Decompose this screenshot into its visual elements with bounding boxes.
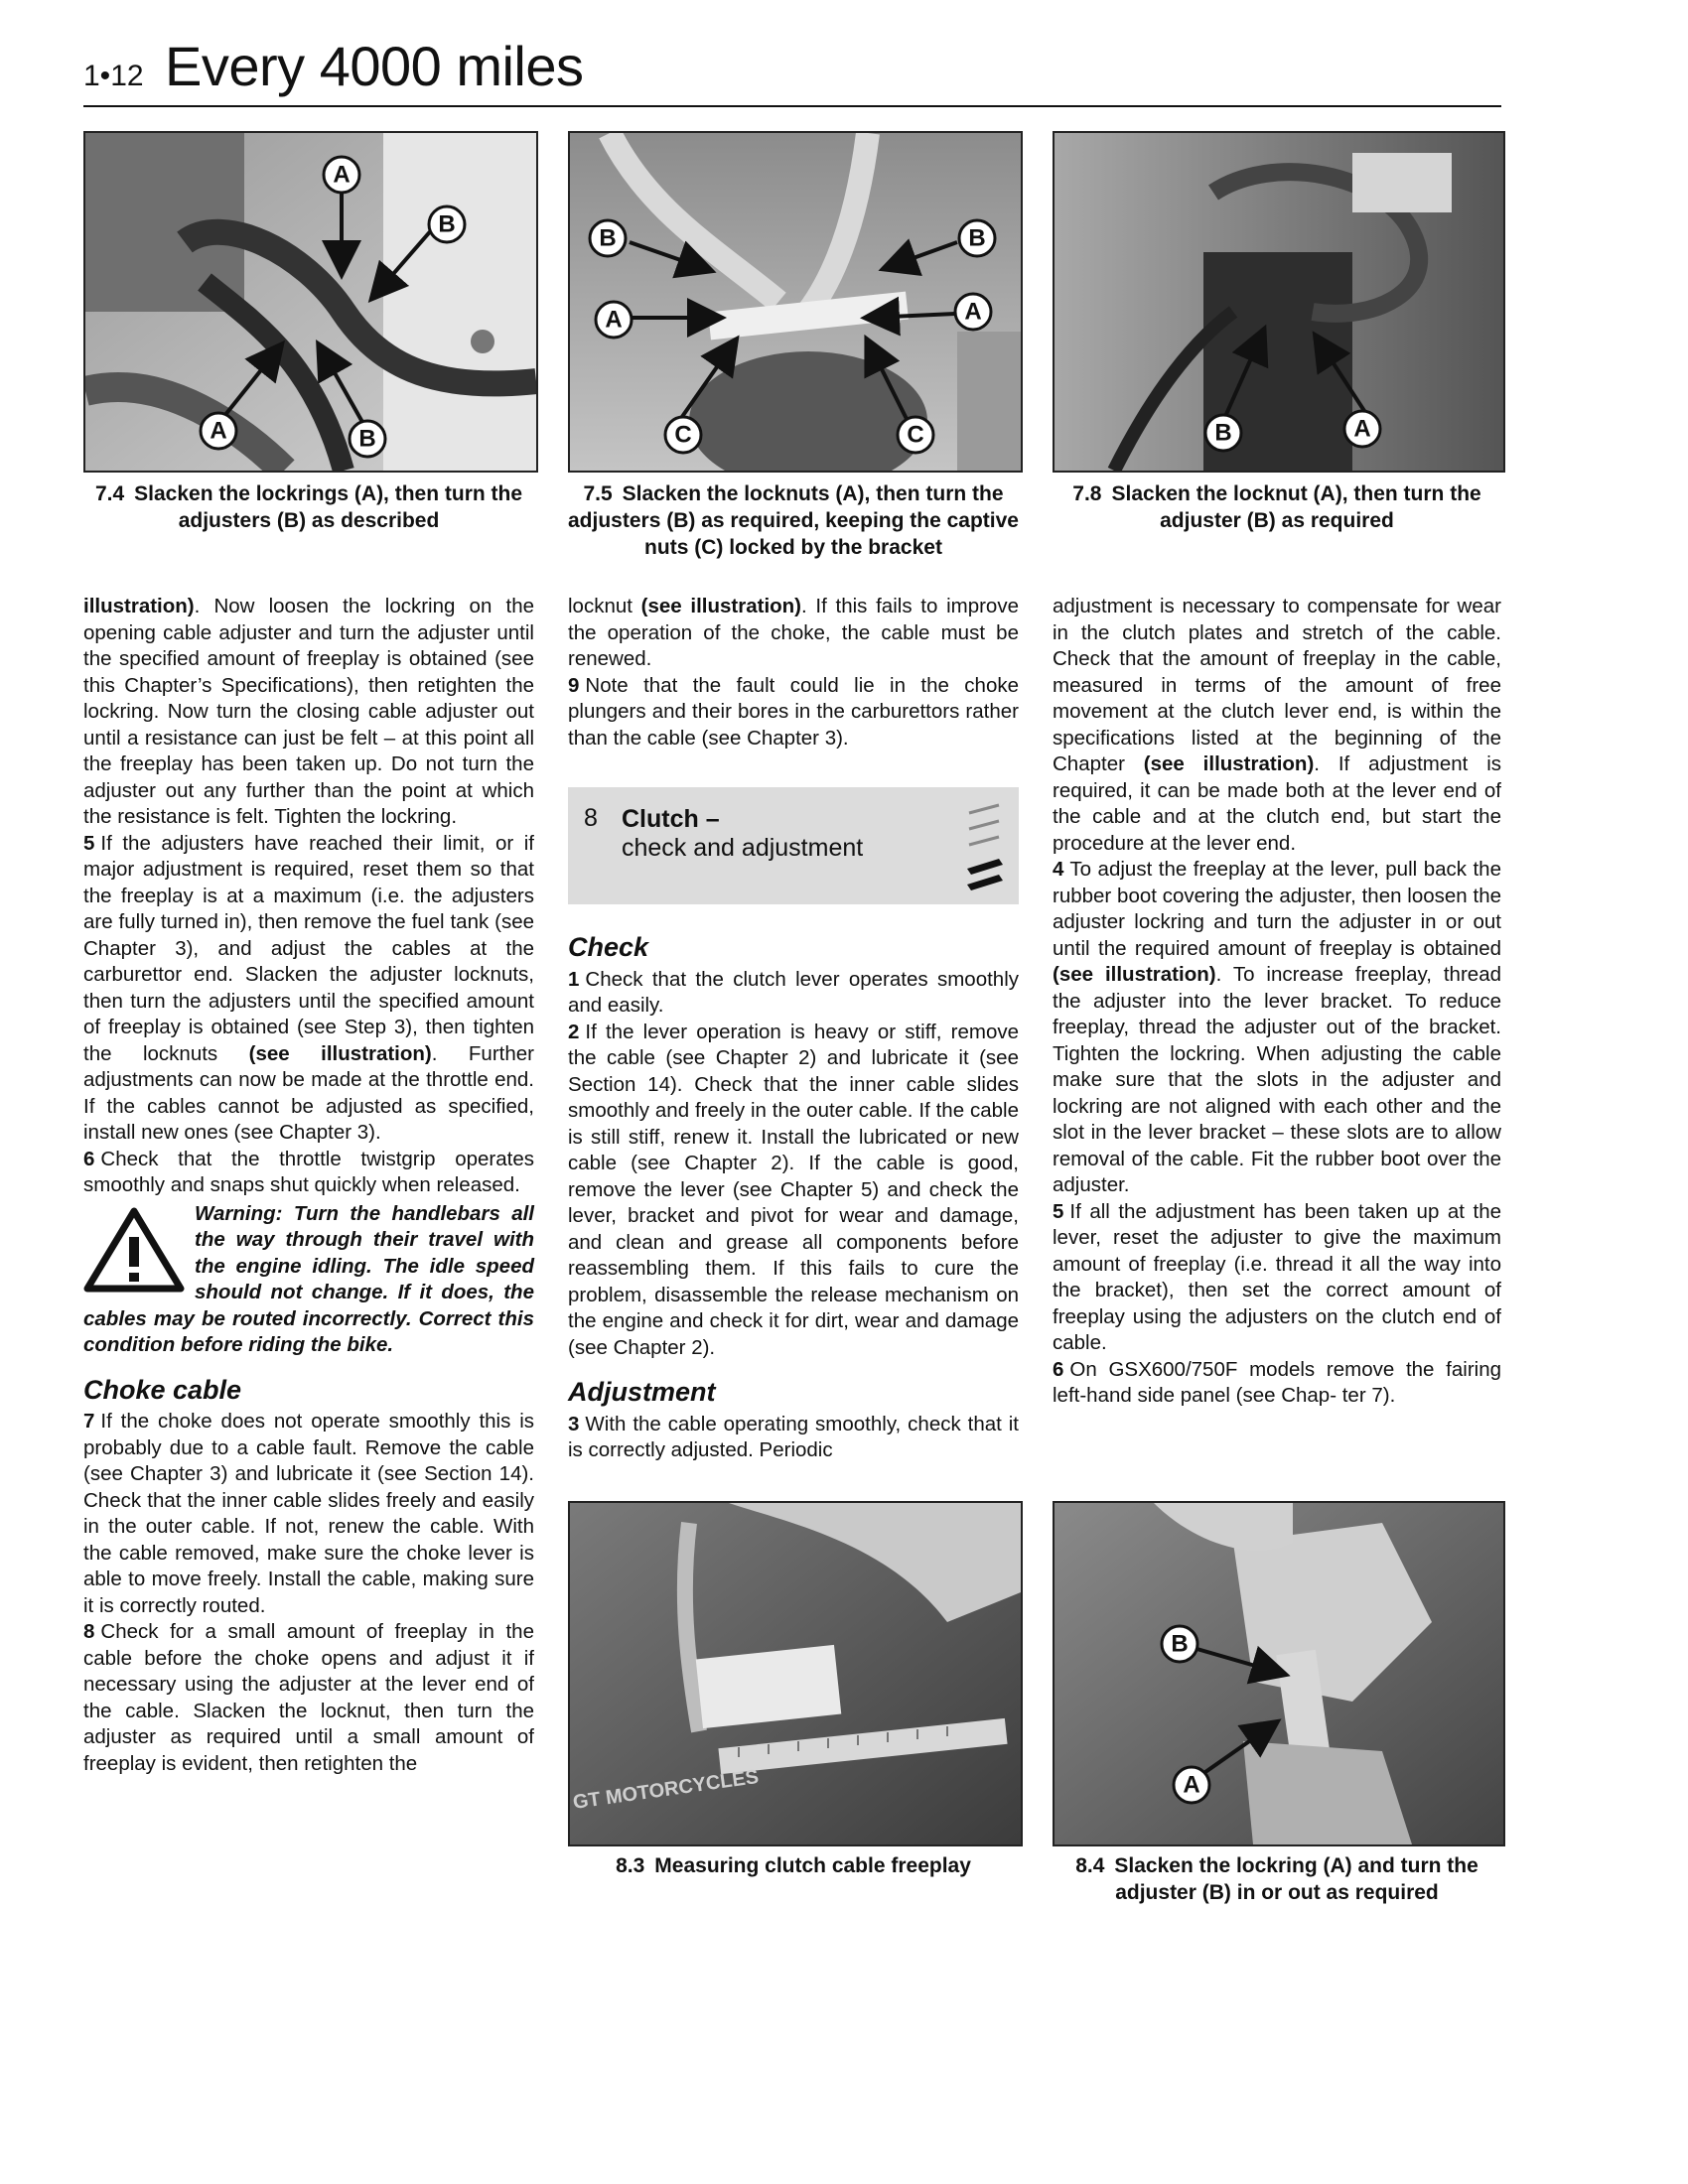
photo-8-3: [568, 1501, 1023, 1846]
svg-text:B: B: [968, 224, 986, 252]
adjust-step-3-cont: adjustment is necessary to compensate for wear in the clutch plates and stretch of the cable. Check that the amount of freeplay in the cable, measured in terms of the amount of free movement at the clutch lever end, is within the specifications listed at the beginning of the Chapter (see illustration). If adjustment is required, it can be made both at the lever end of the cable and at the clutch end, but start the procedure at the lever end.: [1053, 595, 1502, 855]
adjust-step-6: 6 On GSX600/750F models remove the fairing left-hand side panel (see Chap- ter 7).: [1053, 1357, 1501, 1407]
svg-text:C: C: [907, 421, 924, 449]
section-title: Clutch – check and adjustment: [622, 805, 864, 862]
svg-text:A: A: [1183, 1771, 1200, 1799]
svg-text:C: C: [674, 421, 692, 449]
caption-7-5: 7.5 Slacken the locknuts (A), then turn the adjusters (B) as required, keeping the captive nuts (C) locked by the bracket: [568, 482, 1019, 559]
paragraph-8-cont: locknut (see illustration). If this fails to improve the operation of the choke, the cable must be renewed.: [568, 595, 1019, 670]
paragraph-6: 6 Check that the throttle twistgrip operates smoothly and snaps shut quickly when released.: [83, 1147, 534, 1196]
photo-imprint: GT MOTORCYCLES: [571, 1765, 761, 1814]
svg-text:B: B: [438, 210, 456, 238]
section-number: 8: [584, 804, 598, 832]
svg-text:A: A: [605, 306, 623, 334]
page-title: Every 4000 miles: [165, 35, 584, 97]
heading-check: Check: [568, 932, 649, 962]
adjust-step-5: 5 If all the adjustment has been taken up at the lever, reset the adjuster to give the maximum amount of freeplay (i.e. thread it all the way into the bracket), then set the correct amount of freeplay using the adjusters on the clutch end of cable.: [1053, 1199, 1501, 1354]
paragraph-9: 9 Note that the fault could lie in the choke plungers and their bores in the carburettors rather than the cable (see Chapter 3).: [568, 673, 1019, 750]
heading-choke-cable: Choke cable: [83, 1374, 242, 1405]
caption-8-4: 8.4 Slacken the lockring (A) and turn the adjuster (B) in or out as required: [1075, 1854, 1478, 1904]
caption-7-4: 7.4 Slacken the lockrings (A), then turn the adjusters (B) as described: [94, 482, 523, 532]
column-2: [568, 594, 1019, 1464]
warning-text: Warning: Turn the handlebars all the way through their travel with the engine idling. The idle speed should not change. If it does, the cables may be routed incorrectly. Correct this condition before riding the bike.: [83, 1201, 534, 1356]
column-1: [83, 594, 534, 1777]
paragraph-8: 8 Check for a small amount of freeplay in the cable before the choke opens and adjust it if necessary using the adjuster at the lever end of the cable. Slacken the locknut, then turn the adjuster as required until a small amount of freeplay is evident, then retighten the: [83, 1620, 534, 1775]
svg-text:A: A: [210, 417, 227, 445]
adjust-step-4: 4 To adjust the freeplay at the lever, pull back the rubber boot covering the adjuster, then loosen the adjuster lockring and turn the adjuster in or out until the required amount of freeplay is obtained (see illustration). To increase freeplay, thread the adjuster into the lever bracket. To reduce freeplay, thread the adjuster out of the bracket. Tighten the lockring. When adjusting the cable make sure that the slots in the adjuster and lockring are not aligned with each other and the slot in the lever bracket – these slots are to allow removal of the cable. Fit the rubber boot over the adjuster.: [1053, 858, 1501, 1196]
photo-8-4: [1053, 1501, 1505, 1846]
warning-triangle-icon: [83, 1207, 185, 1293]
svg-text:A: A: [1353, 415, 1371, 443]
warning-block: [83, 1201, 534, 1359]
page-header: [83, 34, 1501, 107]
paragraph-5: 5 If the adjusters have reached their limit, or if major adjustment is required, reset them so that the freeplay is at a maximum (i.e. the adjusters are fully turned in), then remove the fuel tank (see Chapter 3), and adjust the cables at the carburettor end. Slacken the adjuster locknuts, then turn the adjusters until the specified amount of freeplay is obtained (see Step 3), then tighten the locknuts (see illustration). Further adjustments can now be made at the throttle end. If the cables cannot be adjusted as specified, install new ones (see Chapter 3).: [83, 831, 534, 1144]
svg-text:A: A: [333, 161, 351, 189]
photo-7-4: [83, 131, 538, 473]
svg-text:B: B: [358, 425, 376, 453]
photo-7-8: [1053, 131, 1505, 473]
caption-8-3: 8.3 Measuring clutch cable freeplay: [616, 1854, 971, 1877]
column-3: [1053, 594, 1501, 1410]
section-header-clutch: [568, 787, 1019, 904]
svg-text:A: A: [964, 298, 982, 326]
adjust-step-3: 3 With the cable operating smoothly, check that it is correctly adjusted. Periodic: [568, 1412, 1019, 1461]
svg-text:B: B: [599, 224, 617, 252]
heading-adjustment: Adjustment: [568, 1377, 716, 1407]
check-step-1: 1 Check that the clutch lever operates smoothly and easily.: [568, 967, 1019, 1017]
page-number: 1•12: [83, 60, 144, 92]
paragraph-7: 7 If the choke does not operate smoothly this is probably due to a cable fault. Remove the cable (see Chapter 3) and lubricate it (see Section 14). Check that the inner cable slides freely and easily in the outer cable. If not, renew the cable. With the cable removed, make sure the choke lever is able to move freely. Install the cable, making sure it is correctly routed.: [83, 1410, 534, 1617]
svg-text:B: B: [1214, 419, 1232, 447]
difficulty-spanner-icon: [959, 799, 1013, 894]
paragraph-4-cont: illustration). Now loosen the lockring on the opening cable adjuster and turn the adjuster until the specified amount of freeplay is obtained (see this Chapter’s Specifications), then retighten the lockring. Now turn the closing cable adjuster out until a resistance can just be felt – at this point all the freeplay has been taken up. Do not turn the adjuster out any further than the point at which the resistance is felt. Tighten the lockring.: [83, 595, 534, 828]
check-step-2: 2 If the lever operation is heavy or stiff, remove the cable (see Chapter 2) and lubricate it (see Section 14). Check that the inner cable slides smoothly and freely in the outer cable. If the cable is still stiff, renew it. Install the lubricated or new cable (see Chapter 2). If the cable is good, remove the lever (see Chapter 5) and check the lever, bracket and pivot for wear and damage, and clean and grease all components before reassembling them. If this fails to cure the problem, disassemble the release mechanism on the engine and check it for dirt, wear and damage (see Chapter 2).: [568, 1020, 1019, 1359]
caption-7-8: 7.8 Slacken the locknut (A), then turn the adjuster (B) as required: [1072, 482, 1481, 532]
photo-7-5: [568, 131, 1023, 473]
svg-text:B: B: [1171, 1630, 1189, 1658]
